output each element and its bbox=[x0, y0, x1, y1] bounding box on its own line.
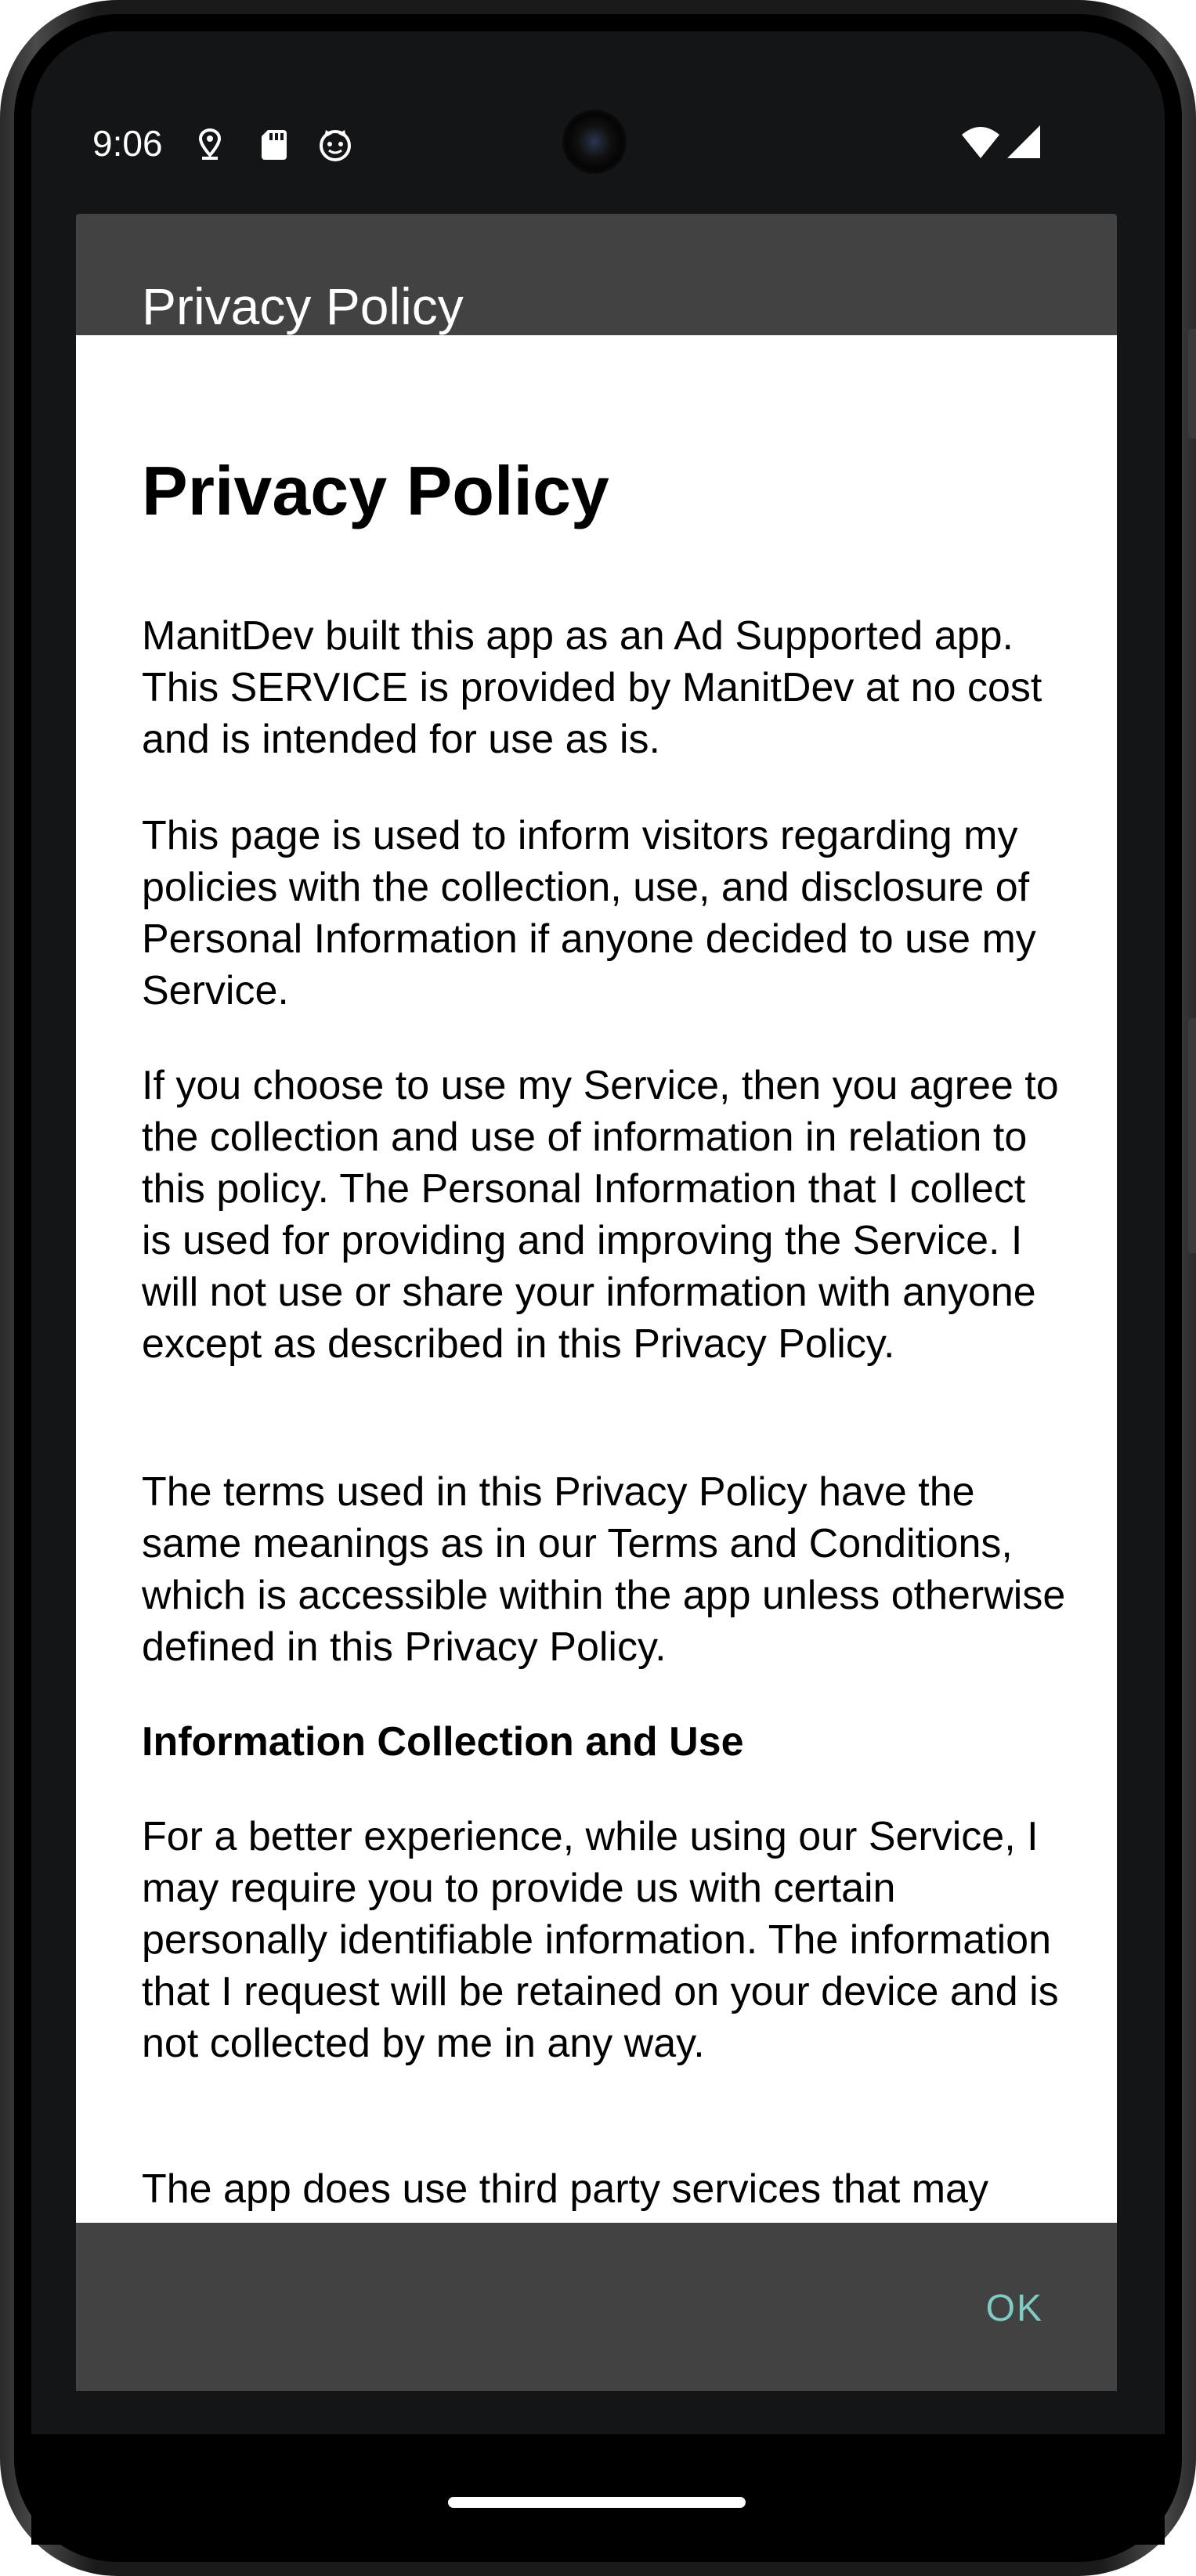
home-gesture-handle[interactable] bbox=[448, 2497, 746, 2508]
dialog-title: Privacy Policy bbox=[142, 277, 464, 335]
power-button bbox=[1188, 329, 1196, 439]
dialog-actions bbox=[76, 2223, 1117, 2391]
location-icon bbox=[194, 127, 226, 161]
status-bar bbox=[31, 94, 1165, 196]
ok-button[interactable]: OK bbox=[975, 2279, 1054, 2338]
policy-paragraph: If you choose to use my Service, then you agree to the collection and use of information in relation to this policy. The Personal Information that I collect is used for providing and improving the Service. I will not use or share your information with anyone except as described in this Privacy Policy. bbox=[142, 1063, 1059, 1367]
navigation-bar bbox=[31, 2434, 1165, 2545]
policy-paragraph: For a better experience, while using our Service, I may require you to provide us with certain personally identifiable information. The information that I request will be retained on your device and is not collected by me in any way. bbox=[142, 1814, 1059, 2066]
cat-face-icon bbox=[316, 127, 354, 161]
policy-paragraph: The terms used in this Privacy Policy have the same meanings as in our Terms and Conditions, which is accessible within the app unless otherwise defined in this Privacy Policy. bbox=[142, 1469, 1066, 1670]
policy-paragraph: This page is used to inform visitors regarding my policies with the collection, use, and disclosure of Personal Information if anyone decided to use my Service. bbox=[142, 813, 1036, 1013]
privacy-policy-dialog bbox=[76, 214, 1117, 2391]
wifi-icon bbox=[960, 125, 1001, 160]
front-camera bbox=[562, 110, 627, 174]
section-heading: Information Collection and Use bbox=[142, 1719, 744, 1765]
document-heading: Privacy Policy bbox=[142, 452, 609, 529]
policy-paragraph: The app does use third party services that may bbox=[142, 2166, 988, 2212]
volume-button bbox=[1188, 1018, 1196, 1253]
policy-paragraph: ManitDev built this app as an Ad Supported app. This SERVICE is provided by ManitDev at no cost and is intended for use as is. bbox=[142, 613, 1042, 762]
sd-card-icon bbox=[258, 127, 290, 161]
status-time: 9:06 bbox=[92, 123, 163, 164]
screen bbox=[31, 31, 1165, 2545]
dialog-scroll-content[interactable] bbox=[76, 335, 1117, 2223]
signal-icon bbox=[1006, 124, 1042, 160]
